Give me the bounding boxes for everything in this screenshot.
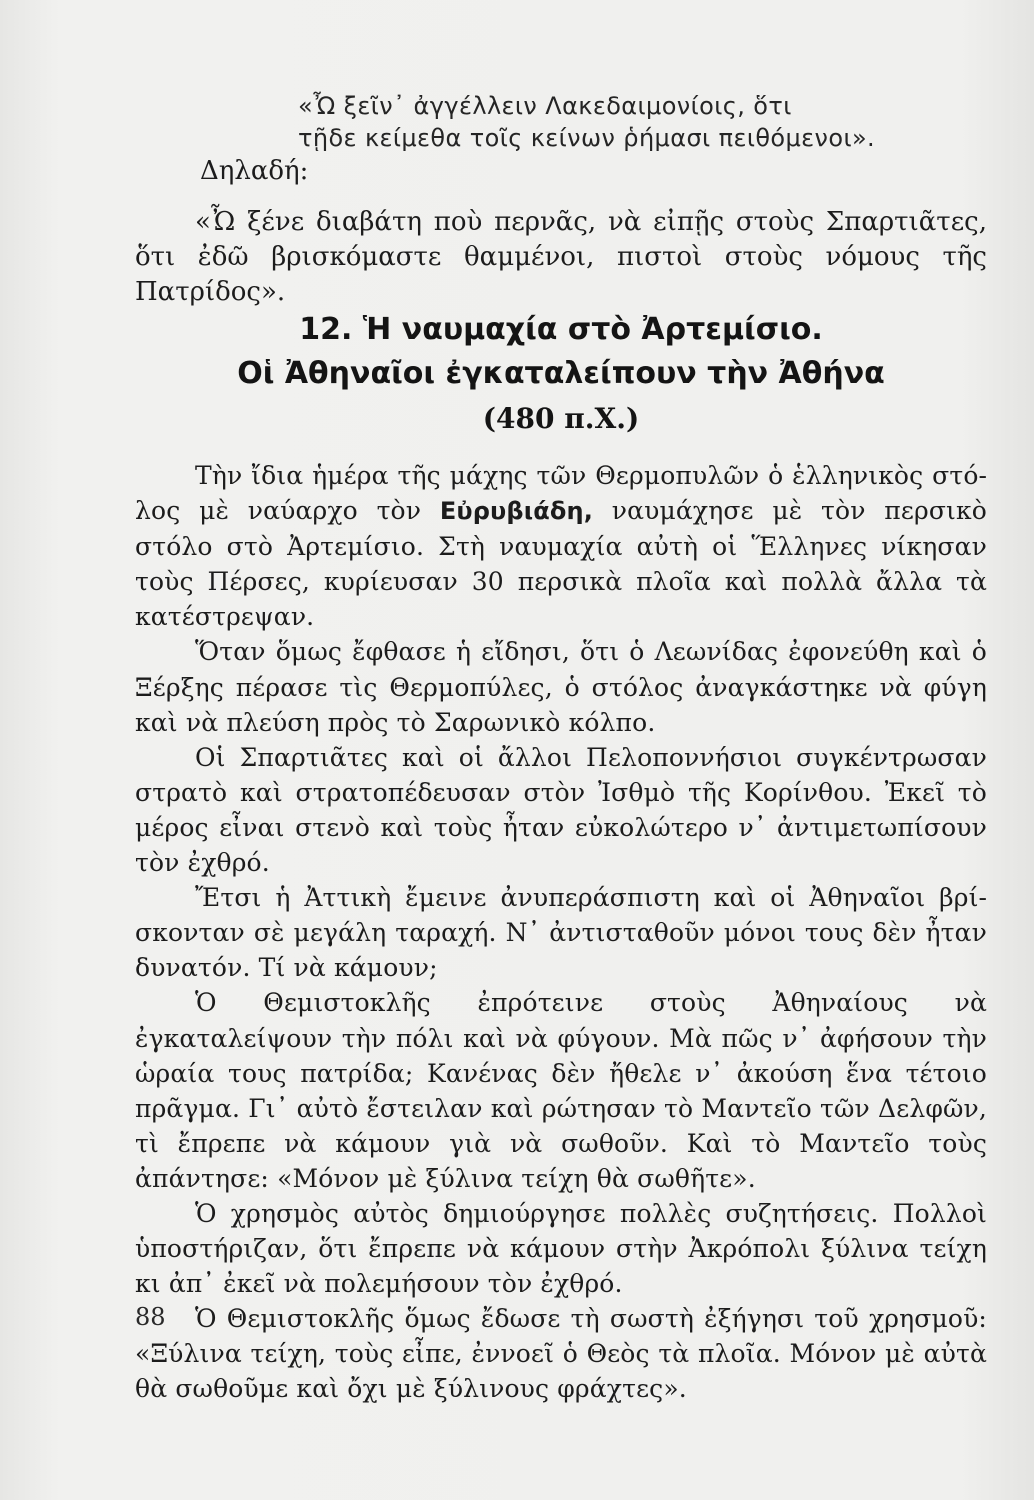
heading-line-2: Οἱ Ἀθηναῖοι ἐγκαταλείπουν τὴν Ἀθήνα bbox=[237, 356, 885, 391]
epigram-translation bbox=[135, 205, 987, 310]
paragraph-3: Οἱ Σπαρτιᾶτες καὶ οἱ ἄλλοι Πελοποννήσιοι συγκέντρωσαν στρατὸ καὶ στρατοπέδευσαν στὸν Ἰσθμὸ τῆς Κορίνθου. Ἐκεῖ τὸ μέρος εἶναι στενὸ καὶ τοὺς ἦταν εὐκολώτερο ν᾽ ἀντιμετωπίσουν τὸν ἐχθρό. bbox=[135, 742, 987, 878]
paragraph-1 bbox=[135, 458, 987, 634]
body-text bbox=[135, 458, 987, 1407]
epigram-line-1: «Ὦ ξεῖν᾽ ἀγγέλλειν Λακεδαιμονίοις, ὅτι bbox=[298, 92, 792, 120]
heading-date: (480 π.Χ.) bbox=[482, 402, 640, 435]
paragraph-4: Ἔτσι ἡ Ἀττικὴ ἔμεινε ἀνυπεράσπιστη καὶ οἱ Ἀθηναῖοι βρίσκονταν σὲ μεγάλη ταραχή. Ν᾽ ἀντισταθοῦν μόνοι τους δὲν ἦταν δυνατόν. Τί νὰ κάμουν; bbox=[135, 883, 987, 983]
paragraph-5: Ὁ Θεμιστοκλῆς ἐπρότεινε στοὺς Ἀθηναίους νὰ ἐγκαταλείψουν τὴν πόλι καὶ νὰ φύγουν. Μὰ πῶς ν᾽ ἀφήσουν τὴν ὡραία τους πατρίδα; Κανένας δὲν ἤθελε ν᾽ ἀκούση ἕνα τέτοιο πρᾶγμα. Γι᾽ αὐτὸ ἔστειλαν καὶ ρώτησαν τὸ Μαντεῖο τῶν Δελφῶν, τὶ ἔπρεπε νὰ κάμουν γιὰ νὰ σωθοῦν. Καὶ τὸ Μαντεῖο τοὺς ἀπάντησε: «Μόνον μὲ ξύλινα τείχη θὰ σωθῆτε». bbox=[135, 988, 987, 1193]
paragraph-6: Ὁ χρησμὸς αὐτὸς δημιούργησε πολλὲς συζητήσεις. Πολλοὶ ὑποστήριζαν, ὅτι ἔπρεπε νὰ κάμουν στὴν Ἀκρόπολι ξύλινα τείχη κι ἀπ᾽ ἐκεῖ νὰ πολεμήσουν τὸν ἐχθρό. bbox=[135, 1198, 987, 1299]
section-heading bbox=[135, 308, 987, 442]
epigram-line-2: τῇδε κείμεθα τοῖς κείνων ῥήμασι πειθόμενοι». bbox=[298, 124, 876, 152]
page-number: 88 bbox=[135, 1303, 166, 1331]
epigram-ancient-greek bbox=[298, 90, 978, 154]
admiral-name: Εὐρυβιάδη, bbox=[439, 497, 594, 526]
paragraph-1-start: Τὴν ἴδια ἡμέρα τῆς μάχης τῶν Θερμοπυλῶν ὁ ἑλληνικὸς στόλος μὲ ναύαρχο τὸν bbox=[135, 461, 987, 526]
paragraph-1-end: ναυμάχησε μὲ τὸν περσικὸ στόλο στὸ Ἀρτεμίσιο. Στὴ ναυμαχία αὐτὴ οἱ Ἕλληνες νίκησαν τοὺς Πέρσες, κυρίευσαν 30 περσικὰ πλοῖα καὶ πολλὰ ἄλλα τὰ κατέστρεψαν. bbox=[135, 496, 987, 632]
translation-text: «Ὦ ξένε διαβάτη ποὺ περνᾶς, νὰ εἰπῇς στοὺς Σπαρτιᾶτες, ὅτι ἐδῶ βρισκόμαστε θαμμένοι, πιστοὶ στοὺς νόμους τῆς Πατρίδος». bbox=[135, 207, 987, 307]
paragraph-7: Ὁ Θεμιστοκλῆς ὅμως ἔδωσε τὴ σωστὴ ἐξήγησι τοῦ χρησμοῦ: «Ξύλινα τείχη, τοὺς εἶπε, ἐννοεῖ ὁ Θεὸς τὰ πλοῖα. Μόνον μὲ αὐτὰ θὰ σωθοῦμε καὶ ὄχι μὲ ξύλινους φράχτες». bbox=[135, 1304, 987, 1404]
intro-label: Δηλαδή: bbox=[200, 156, 309, 186]
paragraph-2: Ὅταν ὅμως ἔφθασε ἡ εἴδησι, ὅτι ὁ Λεωνίδας ἐφονεύθη καὶ ὁ Ξέρξης πέρασε τὶς Θερμοπύλες, ὁ στόλος ἀναγκάστηκε νὰ φύγη καὶ νὰ πλεύση πρὸς τὸ Σαρωνικὸ κόλπο. bbox=[135, 637, 987, 737]
heading-line-1: 12. Ἡ ναυμαχία στὸ Ἀρτεμίσιο. bbox=[299, 312, 823, 347]
